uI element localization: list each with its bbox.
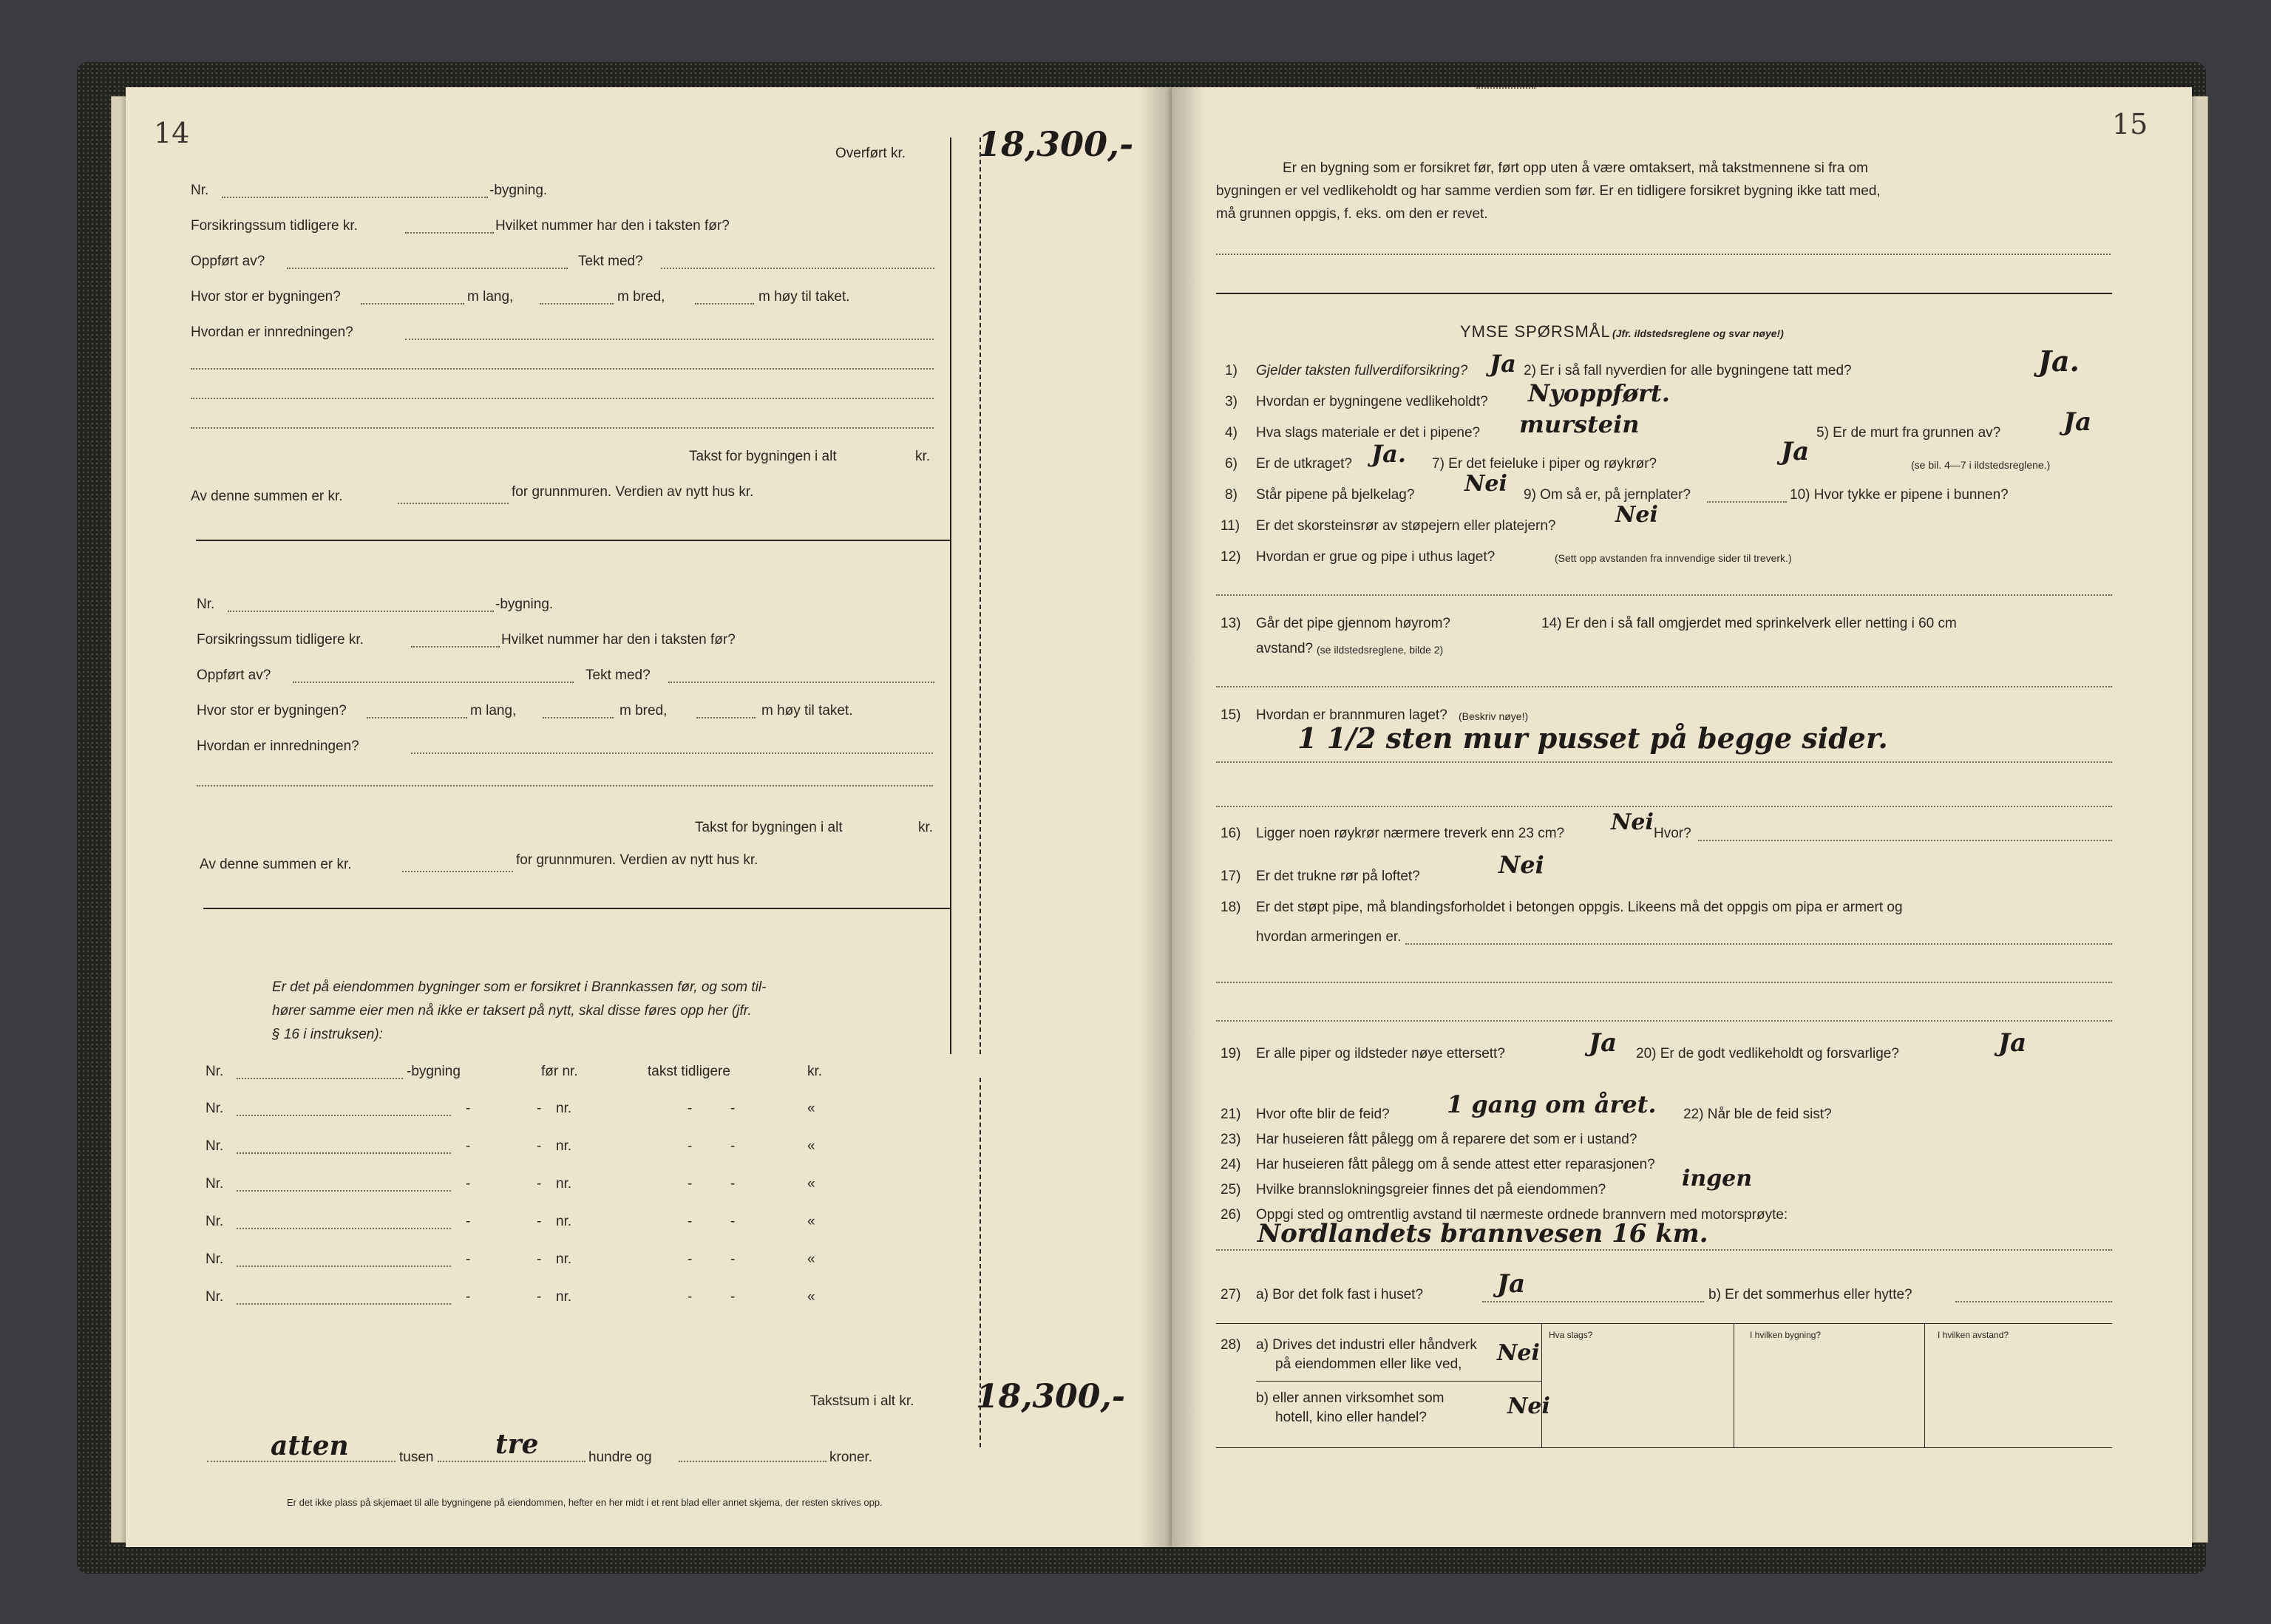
b2-m-bred: m bred, <box>619 703 668 718</box>
b2-forsikring: Forsikringssum tidligere kr. <box>197 632 364 648</box>
table-row-field[interactable] <box>237 1152 451 1154</box>
q27-text: a) Bor det folk fast i huset? <box>1256 1287 1424 1302</box>
q28-num: 28) <box>1221 1337 1241 1353</box>
q21-answer: 1 gang om året. <box>1447 1090 1657 1118</box>
amount-words-tre: tre <box>495 1429 539 1460</box>
right-page <box>1172 87 2192 1547</box>
q12-field[interactable] <box>1216 594 2112 596</box>
table-row-nr-label: nr. <box>556 1214 572 1229</box>
b2-grunnmur-field[interactable] <box>402 871 513 872</box>
table-row-dash: - <box>537 1176 542 1192</box>
q14-text: 14) Er den i så fall omgjerdet med sprinkelverk eller netting i 60 cm <box>1541 616 1957 631</box>
q18-num: 18) <box>1221 900 1241 915</box>
q28b-text-2: hotell, kino eller handel? <box>1275 1410 1427 1425</box>
q28a-answer: Nei <box>1497 1340 1540 1366</box>
q12-num: 12) <box>1221 549 1241 565</box>
q25-answer: ingen <box>1682 1166 1753 1192</box>
q13-field[interactable] <box>1476 87 1535 89</box>
table-row-field[interactable] <box>237 1115 451 1116</box>
q2-answer: Ja. <box>2038 344 2080 378</box>
table-head-for-nr: før nr. <box>541 1064 578 1079</box>
q27b-text: b) Er det sommerhus eller hytte? <box>1708 1287 1912 1302</box>
b2-oppfort-field[interactable] <box>293 682 574 683</box>
table-row-ditto: « <box>807 1251 815 1267</box>
table-head-kr: kr. <box>807 1064 823 1079</box>
q8-num: 8) <box>1225 487 1238 503</box>
intro-line-3: må grunnen oppgis, f. eks. om den er revet. <box>1216 206 1488 222</box>
q20-answer: Ja <box>1998 1028 2027 1058</box>
q12-text: Hvordan er grue og pipe i uthus laget? <box>1256 549 1496 565</box>
q11-num: 11) <box>1221 518 1240 534</box>
table-row-dash: - <box>688 1214 693 1229</box>
q3-answer: Nyoppført. <box>1528 379 1670 407</box>
instruction-line-2: hører samme eier men nå ikke er taksert på nytt, skal disse føres opp her (jfr. <box>272 1003 752 1019</box>
q19-answer: Ja <box>1589 1028 1617 1058</box>
q4-num: 4) <box>1225 425 1238 441</box>
q3-num: 3) <box>1225 394 1238 410</box>
table-row-nr: Nr. <box>206 1138 224 1154</box>
q27a-field[interactable] <box>1482 1301 1704 1302</box>
table-row-ditto: « <box>807 1138 815 1154</box>
instruction-line-1: Er det på eiendommen bygninger som er forsikret i Brannkassen før, og som til- <box>272 979 767 995</box>
b1-bred-field[interactable] <box>540 303 614 305</box>
b2-nr-field[interactable] <box>228 611 494 612</box>
q11-text: Er det skorsteinsrør av støpejern eller platejern? <box>1256 518 1556 534</box>
table-row-dash: - <box>730 1138 736 1154</box>
q18-text-2: hvordan armeringen er. <box>1256 929 1402 945</box>
q14-note: (se ildstedsreglene, bilde 2) <box>1317 644 1444 656</box>
q26-answer: Nordlandets brannvesen 16 km. <box>1257 1219 1708 1248</box>
q28-col-bygning: I hvilken bygning? <box>1750 1330 1822 1340</box>
q28-col-rule <box>1541 1323 1542 1447</box>
table-row-dash: - <box>537 1214 542 1229</box>
q15-field-1[interactable] <box>1216 761 2112 763</box>
q9-text: 9) Om så er, på jernplater? <box>1524 487 1691 503</box>
table-row-dash: - <box>537 1251 542 1267</box>
b2-hvilket: Hvilket nummer har den i taksten før? <box>501 632 736 648</box>
words-hundreds-field[interactable] <box>438 1461 585 1462</box>
q25-num: 25) <box>1221 1182 1241 1197</box>
q17-text: Er det trukne rør på loftet? <box>1256 869 1420 884</box>
q10-text: 10) Hvor tykke er pipene i bunnen? <box>1790 487 2009 503</box>
q27-num: 27) <box>1221 1287 1241 1302</box>
table-row-dash: - <box>466 1138 471 1154</box>
q6-answer: Ja. <box>1371 440 1407 468</box>
words-thousands-field[interactable] <box>207 1461 396 1462</box>
b2-nr: Nr. <box>197 597 215 612</box>
q7-text: 7) Er det feieluke i piper og røykrør? <box>1432 456 1657 472</box>
b1-grunnmur-field[interactable] <box>398 503 509 504</box>
b1-innredning-line4[interactable] <box>191 427 934 429</box>
footer-note: Er det ikke plass på skjemaet til alle bygningene på eiendommen, hefter en her midt i et rent blad eller annet skjema, der resten skrives opp. <box>287 1497 883 1508</box>
q11-answer: Nei <box>1615 502 1658 528</box>
table-head-bygning: -bygning <box>407 1064 461 1079</box>
column-rule <box>950 137 951 1054</box>
b2-takst-kr: kr. <box>918 820 934 835</box>
q15-text: Hvordan er brannmuren laget? <box>1256 707 1447 723</box>
q15-answer: 1 1/2 sten mur pusset på begge sider. <box>1297 721 1888 755</box>
q16-answer: Nei <box>1611 809 1654 835</box>
q1-answer: Ja <box>1490 350 1516 378</box>
q1-num: 1) <box>1225 363 1238 378</box>
q4-answer: murstein <box>1519 410 1640 438</box>
b1-oppfort: Oppført av? <box>191 254 265 269</box>
b1-forsikring-field[interactable] <box>405 232 494 234</box>
q8-answer: Nei <box>1464 471 1507 497</box>
b2-m-lang: m lang, <box>470 703 517 718</box>
q26-num: 26) <box>1221 1207 1241 1223</box>
words-kroner: kroner. <box>829 1450 873 1465</box>
b1-tekt-field[interactable] <box>661 268 934 269</box>
b2-lang-field[interactable] <box>367 717 467 718</box>
table-head-nr: Nr. <box>206 1064 224 1079</box>
q28-bottom-rule <box>1216 1447 2112 1448</box>
q28-col-avstand: I hvilken avstand? <box>1938 1330 2009 1340</box>
intro-line-1: Er en bygning som er forsikret før, ført opp uten å være omtaksert, må takstmennene si fra om <box>1283 160 1868 176</box>
b1-m-hoy: m høy til taket. <box>758 289 850 305</box>
words-hundre-og: hundre og <box>588 1450 652 1465</box>
takstsum-label: Takstsum i alt kr. <box>810 1393 914 1409</box>
b2-tekt: Tekt med? <box>585 667 651 683</box>
q6-text: Er de utkraget? <box>1256 456 1352 472</box>
table-row-nr-label: nr. <box>556 1251 572 1267</box>
q16-hvor: Hvor? <box>1654 826 1691 841</box>
table-row-field[interactable] <box>237 1190 451 1192</box>
q28-col-rule <box>1924 1323 1925 1447</box>
b2-av-denne: Av denne summen er kr. <box>200 857 352 872</box>
intro-field-1[interactable] <box>1216 254 2111 255</box>
b2-bred-field[interactable] <box>543 717 614 718</box>
b1-bygning: -bygning. <box>489 183 548 198</box>
b2-innredning-line2[interactable] <box>197 785 933 786</box>
page-number: 14 <box>154 117 190 149</box>
q4-text: Hva slags materiale er det i pipene? <box>1256 425 1481 441</box>
q1-text: Gjelder taksten fullverdiforsikring? <box>1256 363 1468 378</box>
table-row-ditto: « <box>807 1176 815 1192</box>
q20-text: 20) Er de godt vedlikeholdt og forsvarlige? <box>1636 1046 1899 1061</box>
b1-hoy-field[interactable] <box>695 303 754 305</box>
q22-text: 22) Når ble de feid sist? <box>1683 1107 1832 1122</box>
table-row-dash: - <box>466 1101 471 1116</box>
q5-text: 5) Er de murt fra grunnen av? <box>1816 425 2001 441</box>
overfort-label: Overført kr. <box>835 146 906 161</box>
table-row-dash: - <box>688 1176 693 1192</box>
table-row-dash: - <box>466 1289 471 1305</box>
q18-field-3[interactable] <box>1216 1020 2112 1022</box>
table-row-nr: Nr. <box>206 1214 224 1229</box>
q13-num: 13) <box>1221 616 1241 631</box>
b1-innredning: Hvordan er innredningen? <box>191 325 353 340</box>
amount-words-atten: atten <box>271 1430 349 1461</box>
page-number: 15 <box>2112 108 2148 140</box>
q28a-text-2: på eiendommen eller like ved, <box>1275 1356 1462 1372</box>
b1-grunnmur: for grunnmuren. Verdien av nytt hus kr. <box>512 484 754 500</box>
b1-hvor-stor: Hvor stor er bygningen? <box>191 289 341 305</box>
table-row-nr-label: nr. <box>556 1289 572 1305</box>
intro-line-2: bygningen er vel vedlikeholdt og har samme verdien som før. Er en tidligere forsikret bygning ikke tatt med, <box>1216 183 1881 199</box>
left-page <box>126 87 1172 1547</box>
table-row-nr-label: nr. <box>556 1176 572 1192</box>
table-row-nr: Nr. <box>206 1289 224 1305</box>
table-row-ditto: « <box>807 1214 815 1229</box>
b2-forsikring-field[interactable] <box>411 646 500 648</box>
q26-field[interactable] <box>1216 1249 2112 1251</box>
b2-oppfort: Oppført av? <box>197 667 271 683</box>
q25-text: Hvilke brannslokningsgreier finnes det på eiendommen? <box>1256 1182 1606 1197</box>
b2-tekt-field[interactable] <box>668 682 934 683</box>
b2-m-hoy: m høy til taket. <box>761 703 853 718</box>
q15-field-2[interactable] <box>1216 806 2112 807</box>
b2-hoy-field[interactable] <box>696 717 756 718</box>
table-row-dash: - <box>537 1101 542 1116</box>
b1-av-denne: Av denne summen er kr. <box>191 489 343 504</box>
table-head-takst: takst tidligere <box>648 1064 730 1079</box>
table-row-field[interactable] <box>237 1228 451 1229</box>
q28b-answer: Nei <box>1507 1393 1550 1419</box>
q7-answer: Ja <box>1781 437 1810 466</box>
ymse-heading: YMSE SPØRSMÅL <box>1460 322 1611 341</box>
q28-col-hva: Hva slags? <box>1549 1330 1593 1340</box>
q5-answer: Ja <box>2063 407 2092 437</box>
overfort-value: 18,300,- <box>977 124 1134 164</box>
q19-num: 19) <box>1221 1046 1241 1061</box>
q7-note: (se bil. 4—7 i ildstedsreglene.) <box>1911 459 2051 471</box>
table-head-dots <box>237 1078 403 1079</box>
b1-nr: Nr. <box>191 183 209 198</box>
table-row-dash: - <box>466 1251 471 1267</box>
q18-text: Er det støpt pipe, må blandingsforholdet i betongen oppgis. Likeens må det oppgis om pipa er armert og <box>1256 900 1903 915</box>
q19-text: Er alle piper og ildsteder nøye ettersett? <box>1256 1046 1505 1061</box>
b1-takst: Takst for bygningen i alt <box>689 449 837 464</box>
q24-num: 24) <box>1221 1157 1241 1172</box>
words-kroner-field[interactable] <box>679 1461 826 1462</box>
q18-field-2[interactable] <box>1216 982 2112 983</box>
table-row-field[interactable] <box>237 1265 451 1267</box>
b2-bygning: -bygning. <box>495 597 554 612</box>
b2-hvor-stor: Hvor stor er bygningen? <box>197 703 347 718</box>
b1-innredning-line2[interactable] <box>191 368 934 370</box>
table-row-nr-label: nr. <box>556 1138 572 1154</box>
q28-top-rule <box>1216 1323 2112 1324</box>
q23-num: 23) <box>1221 1132 1241 1147</box>
q12-note: (Sett opp avstanden fra innvendige sider til treverk.) <box>1555 552 1792 564</box>
q28a-text-1: a) Drives det industri eller håndverk <box>1256 1337 1477 1353</box>
column-rule-dashed <box>980 137 981 1054</box>
q15-num: 15) <box>1221 707 1241 723</box>
table-row-dash: - <box>537 1138 542 1154</box>
b1-m-lang: m lang, <box>467 289 514 305</box>
q8-text: Står pipene på bjelkelag? <box>1256 487 1415 503</box>
q24-text: Har huseieren fått pålegg om å sende attest etter reparasjonen? <box>1256 1157 1655 1172</box>
q9-field[interactable] <box>1707 501 1787 503</box>
table-row-dash: - <box>537 1289 542 1305</box>
q16-num: 16) <box>1221 826 1241 841</box>
q16-field[interactable] <box>1698 840 2112 841</box>
table-row-nr: Nr. <box>206 1101 224 1116</box>
q27b-field[interactable] <box>1955 1301 2112 1302</box>
b2-takst: Takst for bygningen i alt <box>695 820 843 835</box>
q16-text: Ligger noen røykrør nærmere treverk enn 23 cm? <box>1256 826 1565 841</box>
table-row-dash: - <box>688 1101 693 1116</box>
table-row-dash: - <box>688 1251 693 1267</box>
b1-nr-field[interactable] <box>222 197 488 198</box>
table-row-nr-label: nr. <box>556 1101 572 1116</box>
section-divider <box>196 540 950 541</box>
b1-forsikring: Forsikringssum tidligere kr. <box>191 218 358 234</box>
q15-note: (Beskriv nøye!) <box>1459 710 1529 722</box>
b1-tekt: Tekt med? <box>578 254 643 269</box>
b1-takst-kr: kr. <box>915 449 931 464</box>
q21-text: Hvor ofte blir de feid? <box>1256 1107 1390 1122</box>
table-row-nr: Nr. <box>206 1251 224 1267</box>
q17-answer: Nei <box>1498 851 1544 879</box>
table-row-nr: Nr. <box>206 1176 224 1192</box>
q28b-text-1: b) eller annen virksomhet som <box>1256 1390 1445 1406</box>
q3-text: Hvordan er bygningene vedlikeholdt? <box>1256 394 1488 410</box>
ymse-heading-note: (Jfr. ildstedsreglene og svar nøye!) <box>1612 327 1784 339</box>
q18-field-1[interactable] <box>1405 943 2112 945</box>
instruction-line-3: § 16 i instruksen): <box>272 1027 383 1042</box>
section-divider <box>1216 293 2112 294</box>
table-row-dash: - <box>466 1214 471 1229</box>
table-row-dash: - <box>466 1176 471 1192</box>
b1-innredning-field[interactable] <box>405 339 934 340</box>
b2-innredning: Hvordan er innredningen? <box>197 738 359 754</box>
table-row-dash: - <box>730 1289 736 1305</box>
b2-grunnmur: for grunnmuren. Verdien av nytt hus kr. <box>516 852 758 868</box>
table-row-ditto: « <box>807 1289 815 1305</box>
table-row-ditto: « <box>807 1101 815 1116</box>
table-row-dash: - <box>730 1214 736 1229</box>
table-row-dash: - <box>688 1138 693 1154</box>
section-divider <box>203 908 950 909</box>
b2-innredning-field[interactable] <box>411 752 933 754</box>
q26-text: Oppgi sted og omtrentlig avstand til nærmeste ordnede brannvern med motorsprøyte: <box>1256 1207 1788 1223</box>
table-row-dash: - <box>688 1289 693 1305</box>
q23-text: Har huseieren fått pålegg om å reparere det som er i ustand? <box>1256 1132 1637 1147</box>
takstsum-value: 18,300,- <box>976 1378 1125 1416</box>
q28-mid-rule <box>1256 1381 1541 1382</box>
b1-innredning-line3[interactable] <box>191 398 934 399</box>
q6-num: 6) <box>1225 456 1238 472</box>
q21-num: 21) <box>1221 1107 1241 1122</box>
q17-num: 17) <box>1221 869 1241 884</box>
q14-text-2: avstand? <box>1256 641 1314 656</box>
table-row-dash: - <box>730 1101 736 1116</box>
table-row-dash: - <box>730 1176 736 1192</box>
q14-field[interactable] <box>1216 686 2112 687</box>
words-tusen: tusen <box>399 1450 434 1465</box>
q2-text: 2) Er i så fall nyverdien for alle bygningene tatt med? <box>1524 363 1852 378</box>
q13-text: Går det pipe gjennom høyrom? <box>1256 616 1450 631</box>
b1-oppfort-field[interactable] <box>287 268 568 269</box>
b1-hvilket: Hvilket nummer har den i taksten før? <box>495 218 730 234</box>
q27-answer: Ja <box>1497 1269 1526 1299</box>
b1-m-bred: m bred, <box>617 289 665 305</box>
table-row-field[interactable] <box>237 1303 451 1305</box>
b1-lang-field[interactable] <box>361 303 464 305</box>
table-row-dash: - <box>730 1251 736 1267</box>
